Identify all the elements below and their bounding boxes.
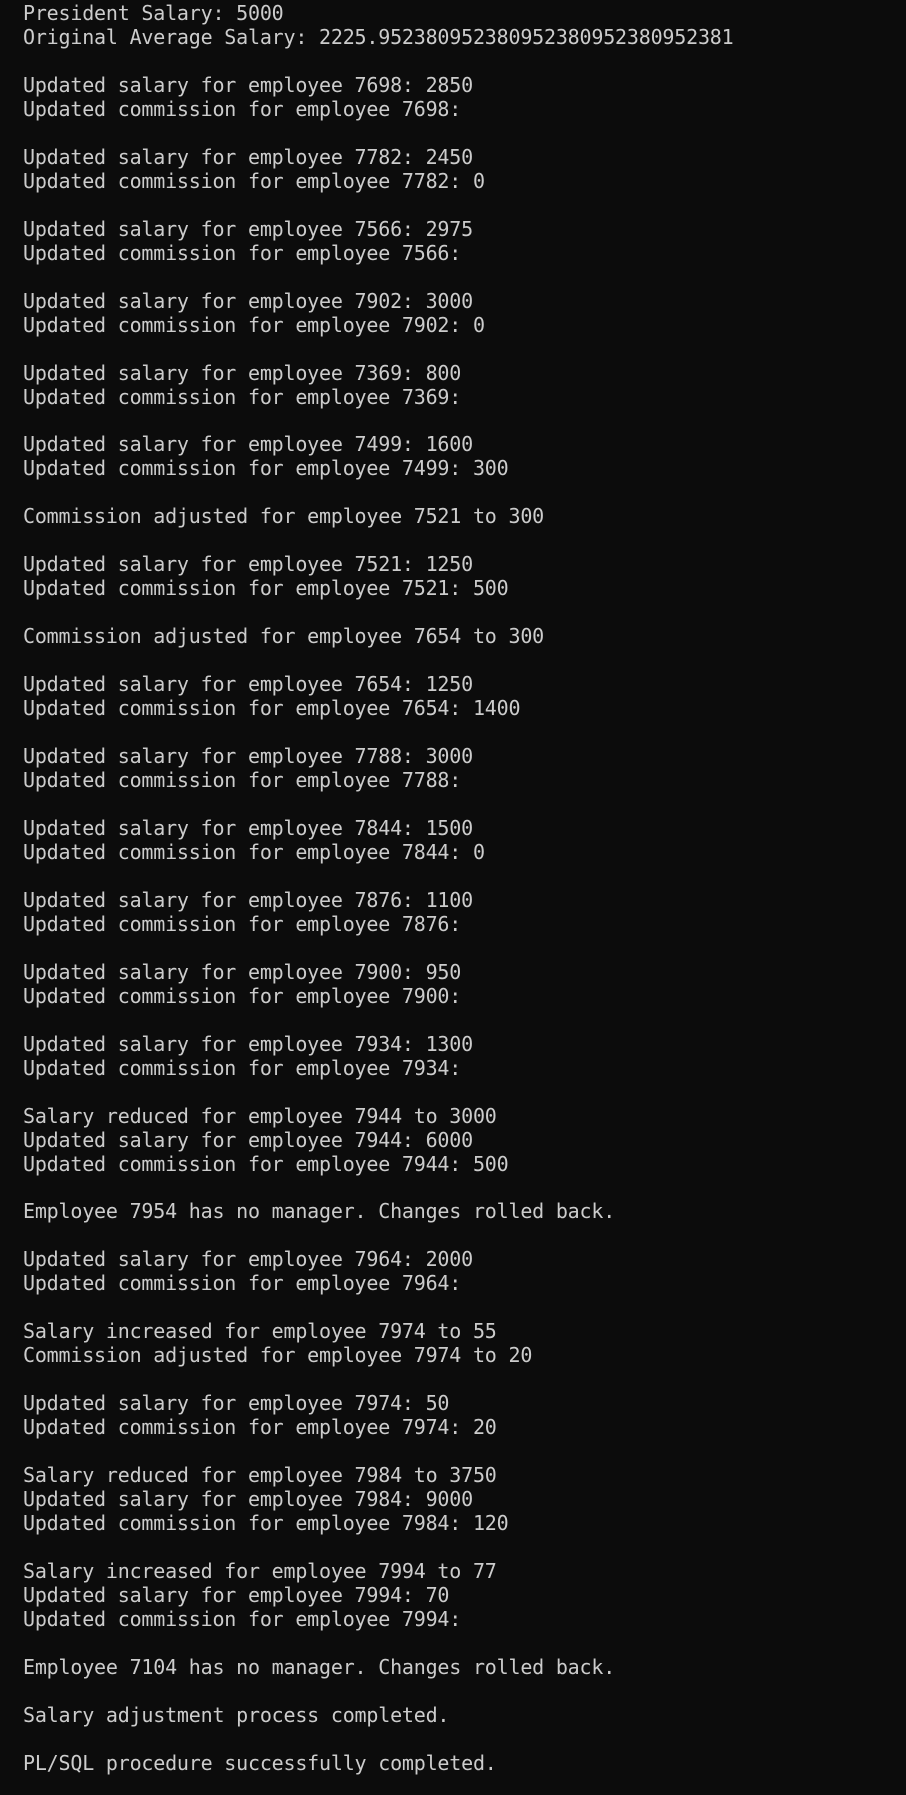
output-line xyxy=(23,266,906,290)
output-line xyxy=(23,937,906,961)
output-line: Updated commission for employee 7934: xyxy=(23,1055,462,1080)
output-line: Commission adjusted for employee 7974 to 20 xyxy=(23,1343,533,1368)
output-line xyxy=(23,1224,906,1248)
output-line: Updated salary for employee 7566: 2975 xyxy=(23,216,473,241)
output-line: Original Average Salary: 2225.952380952380952380952380952381 xyxy=(23,24,734,49)
output-line: Updated commission for employee 7369: xyxy=(23,384,462,409)
output-line: Updated salary for employee 7369: 800 xyxy=(23,360,462,385)
output-line: PL/SQL procedure successfully completed. xyxy=(23,1750,497,1775)
output-line: Updated salary for employee 7900: 950 xyxy=(23,959,462,984)
output-line: Salary reduced for employee 7944 to 3000 xyxy=(23,1103,497,1128)
output-line: Updated commission for employee 7566: xyxy=(23,240,462,265)
output-line xyxy=(23,122,906,146)
output-line xyxy=(23,194,906,218)
output-line: Updated salary for employee 7994: 70 xyxy=(23,1582,450,1607)
output-line xyxy=(23,1536,906,1560)
output-line: Updated commission for employee 7698: xyxy=(23,96,462,121)
output-line: Updated commission for employee 7900: xyxy=(23,983,462,1008)
output-line xyxy=(23,529,906,553)
output-line: Updated commission for employee 7994: xyxy=(23,1606,462,1631)
output-line: Updated salary for employee 7964: 2000 xyxy=(23,1247,473,1272)
output-line xyxy=(23,338,906,362)
output-line xyxy=(23,793,906,817)
output-line: Updated salary for employee 7902: 3000 xyxy=(23,288,473,313)
output-line: Updated salary for employee 7844: 1500 xyxy=(23,815,473,840)
output-line: Salary increased for employee 7994 to 77 xyxy=(23,1558,497,1583)
output-line: Employee 7954 has no manager. Changes rolled back. xyxy=(23,1199,616,1224)
output-line xyxy=(23,1368,906,1392)
output-line: Updated salary for employee 7499: 1600 xyxy=(23,432,473,457)
output-line: Updated commission for employee 7844: 0 xyxy=(23,839,485,864)
output-line: Updated commission for employee 7902: 0 xyxy=(23,312,485,337)
output-line xyxy=(23,409,906,433)
output-line: Commission adjusted for employee 7654 to 300 xyxy=(23,624,545,649)
output-line: Updated commission for employee 7521: 500 xyxy=(23,576,509,601)
output-line: Updated salary for employee 7654: 1250 xyxy=(23,672,473,697)
output-line xyxy=(23,50,906,74)
output-line: Updated salary for employee 7984: 9000 xyxy=(23,1487,473,1512)
output-line xyxy=(23,1728,906,1752)
output-line xyxy=(23,601,906,625)
output-line: Updated salary for employee 7782: 2450 xyxy=(23,144,473,169)
output-line xyxy=(23,1440,906,1464)
output-line xyxy=(23,1296,906,1320)
output-line xyxy=(23,1632,906,1656)
output-line xyxy=(23,1009,906,1033)
output-line: Updated commission for employee 7974: 20 xyxy=(23,1415,497,1440)
output-line: Updated commission for employee 7499: 300 xyxy=(23,456,509,481)
output-line: Updated commission for employee 7654: 1400 xyxy=(23,696,521,721)
output-line: Employee 7104 has no manager. Changes rolled back. xyxy=(23,1654,616,1679)
output-line: Updated salary for employee 7698: 2850 xyxy=(23,72,473,97)
output-line: Updated salary for employee 7521: 1250 xyxy=(23,552,473,577)
output-line: Updated salary for employee 7876: 1100 xyxy=(23,887,473,912)
output-line: Updated commission for employee 7876: xyxy=(23,911,462,936)
output-line: Updated salary for employee 7788: 3000 xyxy=(23,744,473,769)
terminal-output xyxy=(23,2,906,1776)
output-line: Updated commission for employee 7984: 120 xyxy=(23,1511,509,1536)
output-line xyxy=(23,1176,906,1200)
output-line xyxy=(23,649,906,673)
output-line: Updated salary for employee 7944: 6000 xyxy=(23,1127,473,1152)
output-line: Updated commission for employee 7944: 500 xyxy=(23,1151,509,1176)
output-line: Updated commission for employee 7788: xyxy=(23,768,462,792)
output-line xyxy=(23,721,906,745)
output-line: Updated salary for employee 7974: 50 xyxy=(23,1391,450,1416)
output-line xyxy=(23,1081,906,1105)
output-line xyxy=(23,481,906,505)
output-line: Salary reduced for employee 7984 to 3750 xyxy=(23,1463,497,1488)
output-line: Salary adjustment process completed. xyxy=(23,1702,450,1727)
output-line xyxy=(23,865,906,889)
output-line: Commission adjusted for employee 7521 to 300 xyxy=(23,504,545,529)
output-line: President Salary: 5000 xyxy=(23,1,284,25)
output-line: Updated commission for employee 7964: xyxy=(23,1271,462,1296)
output-line: Updated commission for employee 7782: 0 xyxy=(23,168,485,193)
output-line: Salary increased for employee 7974 to 55 xyxy=(23,1319,497,1344)
output-line xyxy=(23,1680,906,1704)
output-line: Updated salary for employee 7934: 1300 xyxy=(23,1031,473,1056)
